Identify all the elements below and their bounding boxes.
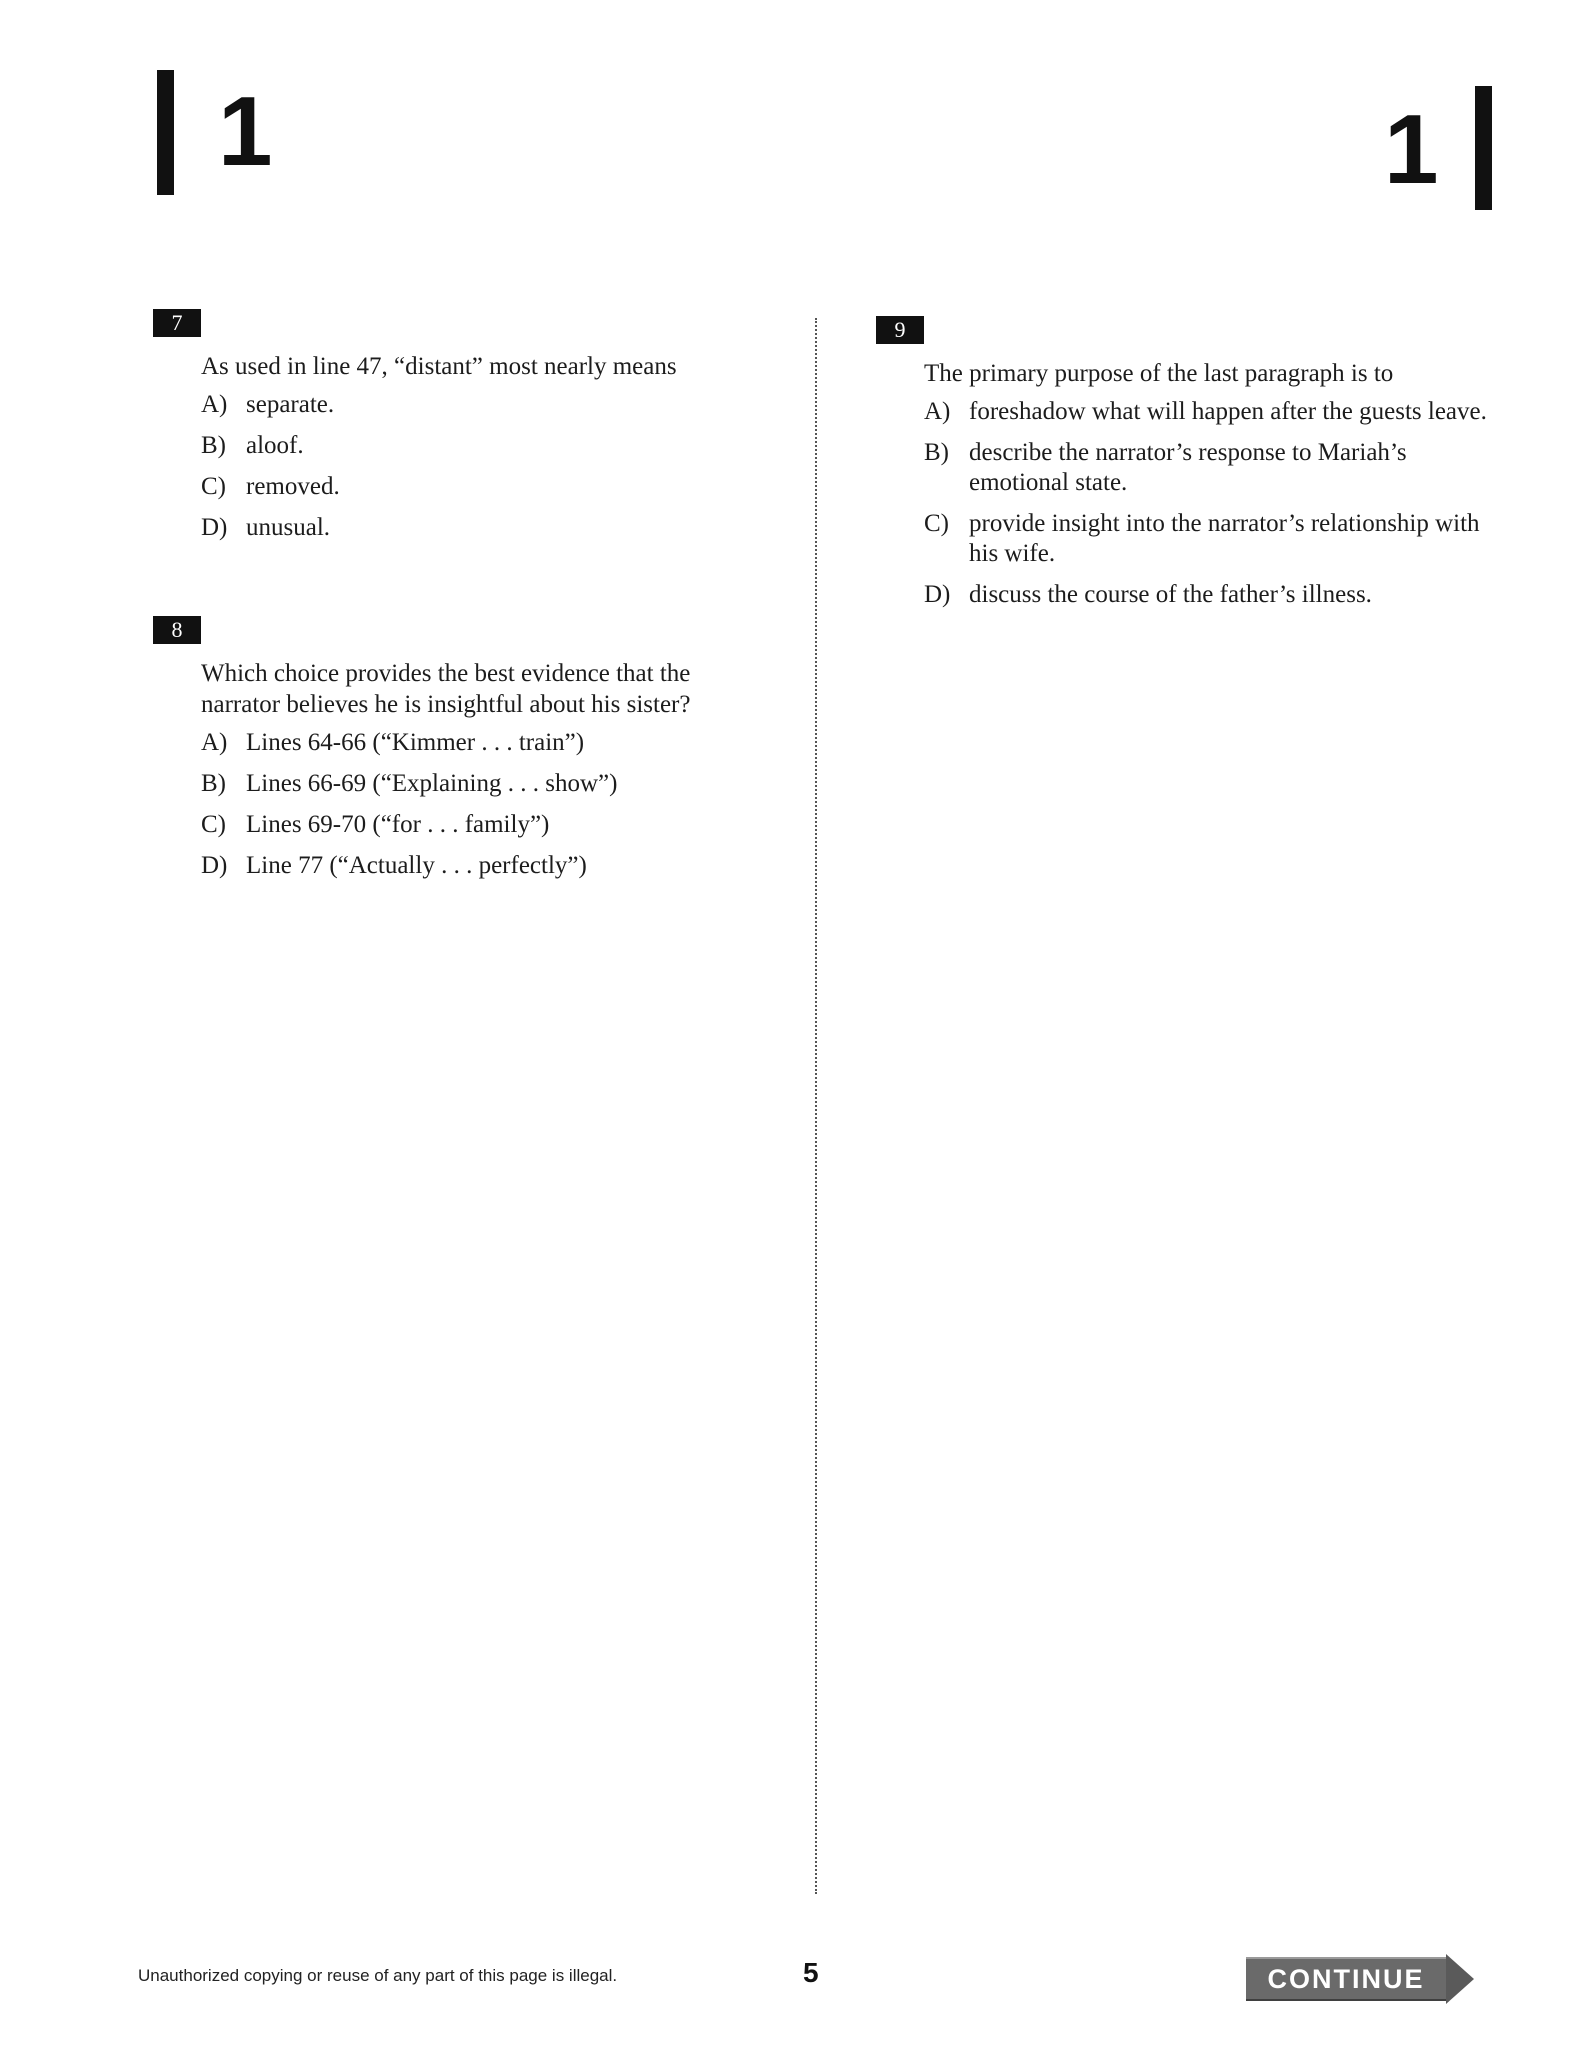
choice-text: separate. bbox=[246, 391, 335, 418]
arrow-right-icon bbox=[1446, 1954, 1474, 2004]
choice-letter: D) bbox=[201, 514, 228, 541]
answer-choice-d[interactable] bbox=[201, 851, 773, 881]
continue-arrow-banner bbox=[1246, 1954, 1486, 2004]
section-number-left: 1 bbox=[218, 76, 273, 186]
question-9 bbox=[876, 316, 1496, 621]
choice-letter: A) bbox=[924, 398, 951, 425]
answer-choice-a[interactable] bbox=[201, 390, 773, 420]
answer-choice-a[interactable] bbox=[201, 728, 773, 758]
choice-text: provide insight into the narrator’s relationship with his wife. bbox=[969, 510, 1480, 567]
answer-choice-c[interactable] bbox=[924, 509, 1496, 569]
continue-label: CONTINUE bbox=[1246, 1957, 1446, 2001]
section-marker-bar-right bbox=[1475, 86, 1492, 210]
answer-choice-a[interactable] bbox=[924, 397, 1496, 427]
answer-choice-d[interactable] bbox=[924, 580, 1496, 610]
answer-choice-b[interactable] bbox=[201, 431, 773, 461]
question-number-badge: 8 bbox=[153, 616, 201, 644]
choice-text: Lines 64-66 (“Kimmer . . . train”) bbox=[246, 729, 585, 756]
section-marker-bar-left bbox=[157, 70, 174, 195]
answer-choice-c[interactable] bbox=[201, 472, 773, 502]
column-divider bbox=[815, 318, 817, 1894]
choice-text: unusual. bbox=[246, 514, 331, 541]
question-prompt: The primary purpose of the last paragraph is to bbox=[924, 360, 1394, 387]
answer-choice-c[interactable] bbox=[201, 810, 773, 840]
question-number-badge: 7 bbox=[153, 309, 201, 337]
answer-choice-d[interactable] bbox=[201, 513, 773, 543]
choice-text: Line 77 (“Actually . . . perfectly”) bbox=[246, 852, 587, 879]
question-8 bbox=[153, 616, 773, 892]
choice-text: aloof. bbox=[246, 432, 304, 459]
choice-letter: B) bbox=[924, 439, 949, 466]
choice-letter: D) bbox=[201, 852, 228, 879]
choice-letter: B) bbox=[201, 432, 226, 459]
choice-letter: C) bbox=[201, 811, 226, 838]
question-prompt: Which choice provides the best evidence that the narrator believes he is insightful about his sister? bbox=[201, 660, 691, 718]
choice-letter: C) bbox=[924, 510, 949, 537]
choice-letter: A) bbox=[201, 391, 228, 418]
choice-text: Lines 66-69 (“Explaining . . . show”) bbox=[246, 770, 618, 797]
choice-text: describe the narrator’s response to Mariah’s emotional state. bbox=[969, 439, 1407, 496]
question-7 bbox=[153, 309, 773, 554]
question-number-badge: 9 bbox=[876, 316, 924, 344]
choice-letter: B) bbox=[201, 770, 226, 797]
answer-choice-b[interactable] bbox=[924, 438, 1496, 498]
choice-text: removed. bbox=[246, 473, 340, 500]
choice-text: Lines 69-70 (“for . . . family”) bbox=[246, 811, 550, 838]
choice-letter: A) bbox=[201, 729, 228, 756]
question-prompt: As used in line 47, “distant” most nearly means bbox=[201, 353, 677, 380]
choice-letter: C) bbox=[201, 473, 226, 500]
choice-text: discuss the course of the father’s illness. bbox=[969, 581, 1372, 608]
section-number-right: 1 bbox=[1384, 94, 1439, 204]
page-number: 5 bbox=[803, 1957, 819, 1988]
answer-choice-b[interactable] bbox=[201, 769, 773, 799]
copyright-notice: Unauthorized copying or reuse of any part of this page is illegal. bbox=[138, 1966, 618, 1985]
choice-letter: D) bbox=[924, 581, 951, 608]
choice-text: foreshadow what will happen after the guests leave. bbox=[969, 398, 1487, 425]
